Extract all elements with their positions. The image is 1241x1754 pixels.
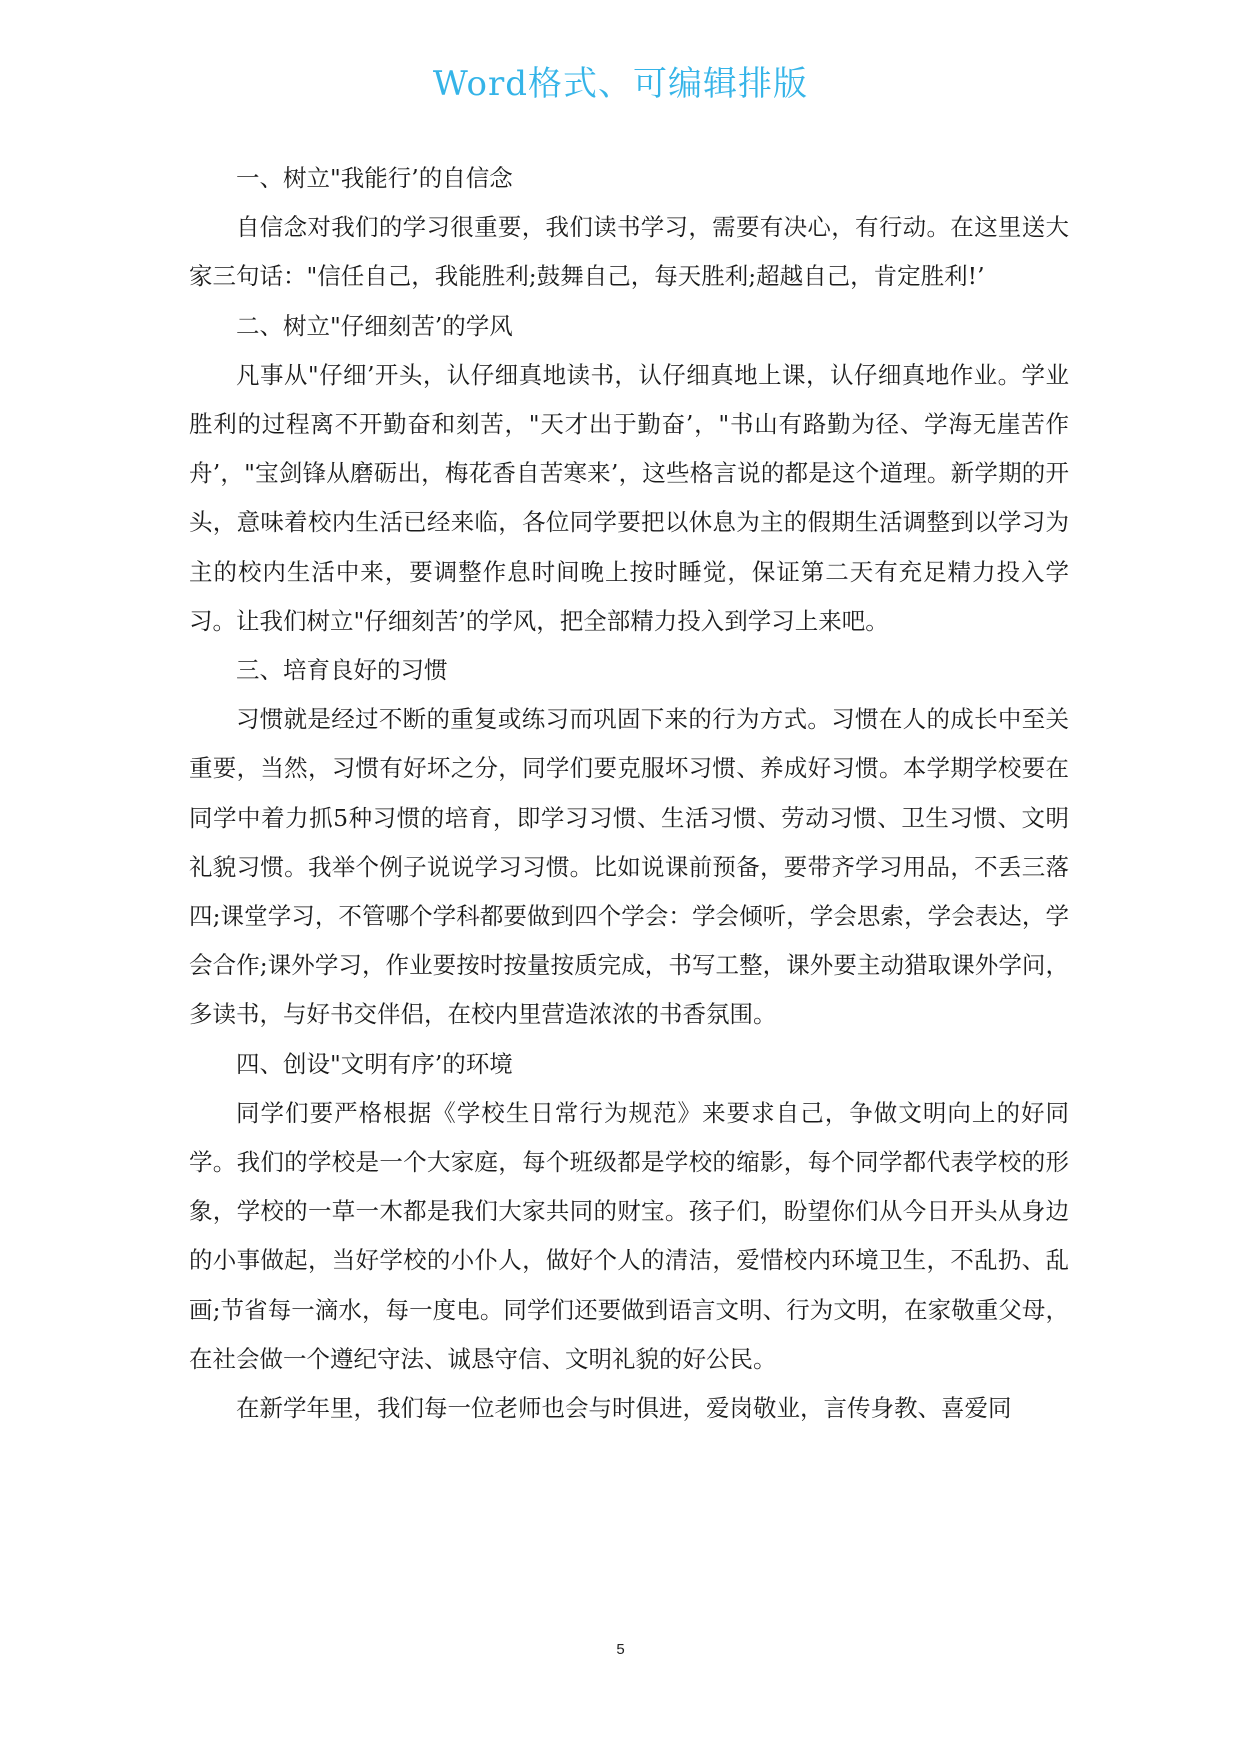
section-heading-3: 三、培育良好的习惯 xyxy=(236,656,448,685)
section-heading-2: 二、树立"仔细刻苦’的学风 xyxy=(236,311,513,340)
body-paragraph: 同学们要严格根据《学校生日常行为规范》来要求自己，争做文明向上的好同学。我们的学校是一个大家庭，每个班级都是学校的缩影，每个同学都代表学校的形象，学校的一草一木都是我们大家共同的财宝。孩子们，盼望你们从今日开头从身边的小事做起，当好学校的小仆人，做好个人的清洁，爱惜校内环境卫生，不乱扔、乱画;节省每一滴水，每一度电。同学们还要做到语言文明、行为文明，在家敬重父母，在社会做一个遵纪守法、诚恳守信、文明礼貌的好公民。 xyxy=(189,1098,1069,1373)
body-paragraph: 凡事从"仔细’开头，认仔细真地读书，认仔细真地上课，认仔细真地作业。学业胜利的过程离不开勤奋和刻苦，"天才出于勤奋’，"书山有路勤为径、学海无崖苦作舟’，"宝剑锋从磨砺出，梅花香自苦寒来’，这些格言说的都是这个道理。新学期的开头，意味着校内生活已经来临，各位同学要把以休息为主的假期生活调整到以学习为主的校内生活中来，要调整作息时间晚上按时睡觉，保证第二天有充足精力投入学习。让我们树立"仔细刻苦’的学风，把全部精力投入到学习上来吧。 xyxy=(189,360,1069,635)
body-paragraph: 习惯就是经过不断的重复或练习而巩固下来的行为方式。习惯在人的成长中至关重要，当然，习惯有好坏之分，同学们要克服坏习惯、养成好习惯。本学期学校要在同学中着力抓5种习惯的培育，即学习习惯、生活习惯、劳动习惯、卫生习惯、文明礼貌习惯。我举个例子说说学习习惯。比如说课前预备，要带齐学习用品，不丢三落四;课堂学习，不管哪个学科都要做到四个学会：学会倾听，学会思索，学会表达，学会合作;课外学习，作业要按时按量按质完成，书写工整，课外要主动猎取课外学问，多读书，与好书交伴侣，在校内里营造浓浓的书香氛围。 xyxy=(189,705,1069,1029)
page-header-title: Word格式、可编辑排版 xyxy=(432,64,809,104)
section-heading-4: 四、创设"文明有序’的环境 xyxy=(236,1049,513,1078)
body-paragraph: 在新学年里，我们每一位老师也会与时俱进，爱岗敬业，言传身教、喜爱同 xyxy=(236,1394,1012,1423)
body-paragraph: 自信念对我们的学习很重要，我们读书学习，需要有决心，有行动。在这里送大家三句话："信任自己，我能胜利;鼓舞自己，每天胜利;超越自己，肯定胜利!’ xyxy=(189,213,1069,291)
section-heading-1: 一、树立"我能行’的自信念 xyxy=(236,164,513,192)
document-body xyxy=(189,154,1069,1433)
page-number: 5 xyxy=(616,1641,625,1658)
